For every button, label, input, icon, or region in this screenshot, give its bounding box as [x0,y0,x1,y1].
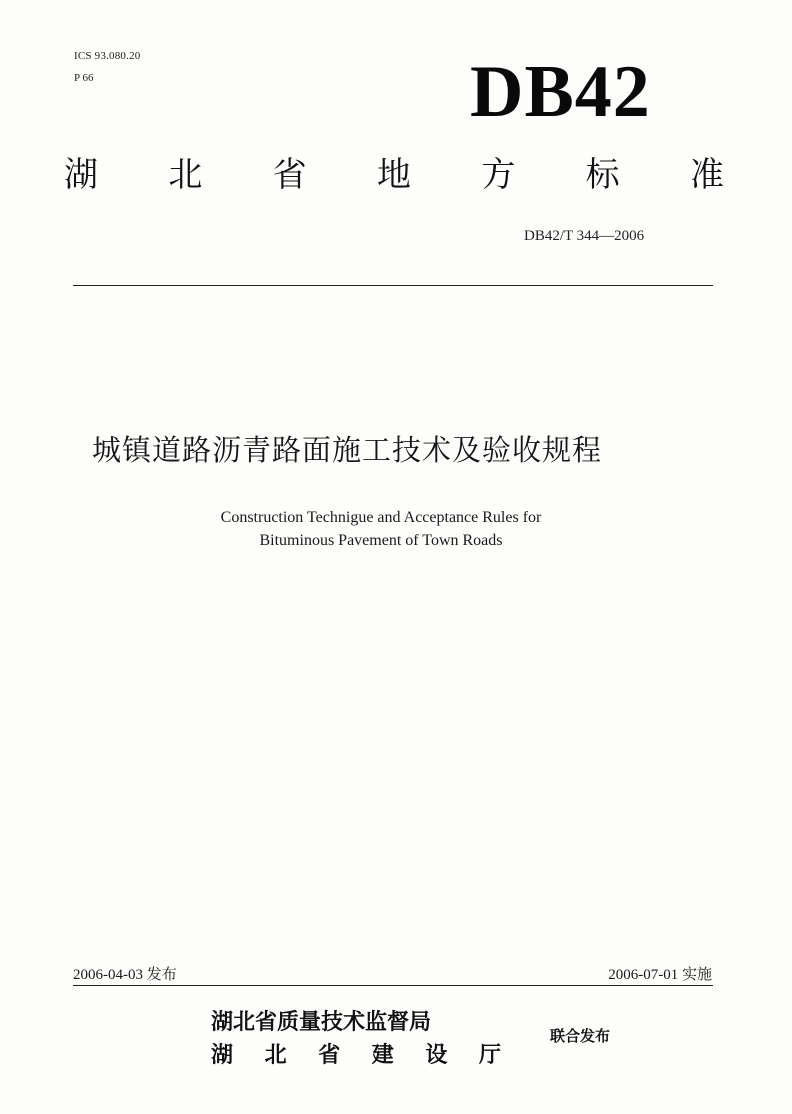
english-title-line-1: Construction Technigue and Acceptance Rules for [220,509,542,526]
standard-number: DB42/T 344—2006 [524,228,645,244]
footer-divider [73,985,713,986]
standard-type-char: 省 [272,155,307,195]
issuer-char: 建 [371,1042,394,1068]
issuer-char: 设 [425,1042,448,1068]
issuer-quality-bureau: 湖北省质量技术监督局 [211,1009,432,1035]
standard-type-char: 标 [585,155,620,195]
standard-mark: DB42 [470,51,651,133]
standard-type-char: 湖 [64,155,98,195]
issuer-char: 厅 [478,1042,501,1068]
header-divider [73,285,713,286]
issue-date: 2006-04-03 发布 [73,967,177,983]
issuer-char: 北 [264,1042,287,1068]
standard-type-char: 北 [168,155,203,195]
joint-release-label: 联合发布 [550,1027,611,1045]
standard-type-char: 准 [689,155,724,195]
standard-type-char: 方 [481,155,516,195]
classification-code: P 66 [74,72,94,84]
issuer-char: 湖 [211,1042,234,1068]
issuer-char: 省 [318,1042,341,1068]
english-title-line-2: Bituminous Pavement of Town Roads [259,532,503,549]
document-title-chinese: 城镇道路沥青路面施工技术及验收规程 [92,433,603,467]
document-title-english [0,506,762,552]
standard-type-char: 地 [376,155,411,195]
issuer-construction-dept [211,1040,501,1070]
ics-code: ICS 93.080.20 [74,50,141,62]
implementation-date: 2006-07-01 实施 [608,967,712,983]
standard-type-title [64,150,724,200]
